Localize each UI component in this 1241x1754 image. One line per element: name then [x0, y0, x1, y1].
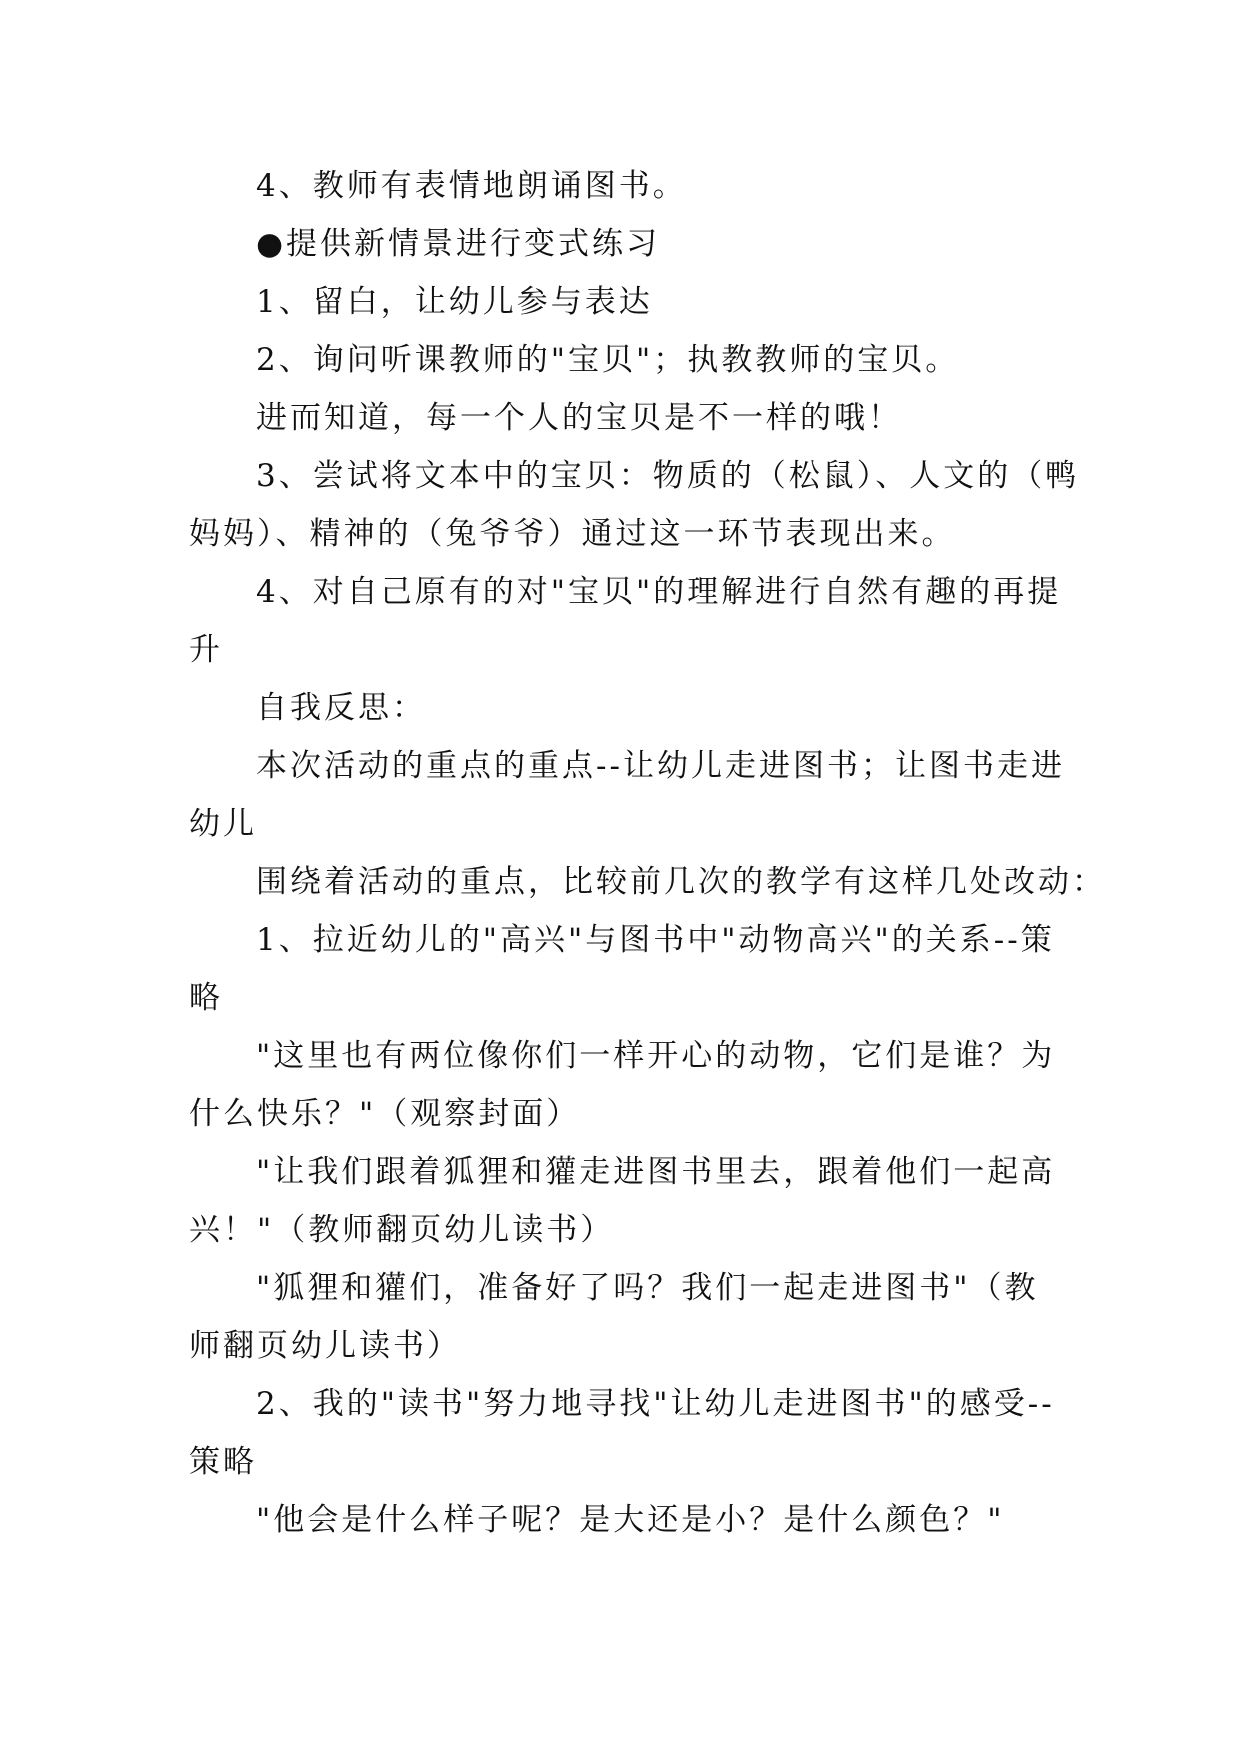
- text-line: "他会是什么样子呢？是大还是小？是什么颜色？": [256, 1502, 1005, 1538]
- text-line: 2、询问听课教师的"宝贝"；执教教师的宝贝。: [256, 342, 960, 378]
- text-line: 3、尝试将文本中的宝贝：物质的（松鼠）、人文的（鸭: [256, 458, 1080, 494]
- text-line: 师翻页幼儿读书）: [189, 1328, 461, 1364]
- text-line: 升: [189, 632, 223, 668]
- text-line: "这里也有两位像你们一样开心的动物，它们是谁？为: [256, 1038, 1056, 1074]
- text-line: 略: [189, 980, 223, 1016]
- text-line: 1、留白，让幼儿参与表达: [256, 284, 653, 320]
- section-heading: 自我反思：: [256, 690, 426, 726]
- text-line: 妈妈）、精神的（兔爷爷）通过这一环节表现出来。: [189, 516, 956, 552]
- text-line: 1、拉近幼儿的"高兴"与图书中"动物高兴"的关系--策: [256, 922, 1055, 958]
- text-line: 策略: [189, 1444, 257, 1480]
- text-line: 什么快乐？"（观察封面）: [189, 1096, 581, 1132]
- text-line: 2、我的"读书"努力地寻找"让幼儿走进图书"的感受--: [256, 1386, 1055, 1422]
- text-line: 兴！"（教师翻页幼儿读书）: [189, 1212, 615, 1248]
- text-line: 4、教师有表情地朗诵图书。: [256, 168, 687, 204]
- text-line: 本次活动的重点的重点--让幼儿走进图书；让图书走进: [256, 748, 1065, 784]
- text-line: "狐狸和獾们，准备好了吗？我们一起走进图书"（教: [256, 1270, 1039, 1306]
- text-line: ●提供新情景进行变式练习: [256, 226, 661, 262]
- text-line: 进而知道，每一个人的宝贝是不一样的哦！: [256, 400, 902, 436]
- text-line: 4、对自己原有的对"宝贝"的理解进行自然有趣的再提: [256, 574, 1062, 610]
- text-line: 幼儿: [189, 806, 257, 842]
- text-line: 围绕着活动的重点，比较前几次的教学有这样几处改动：: [256, 864, 1106, 900]
- text-line: "让我们跟着狐狸和獾走进图书里去，跟着他们一起高: [256, 1154, 1056, 1190]
